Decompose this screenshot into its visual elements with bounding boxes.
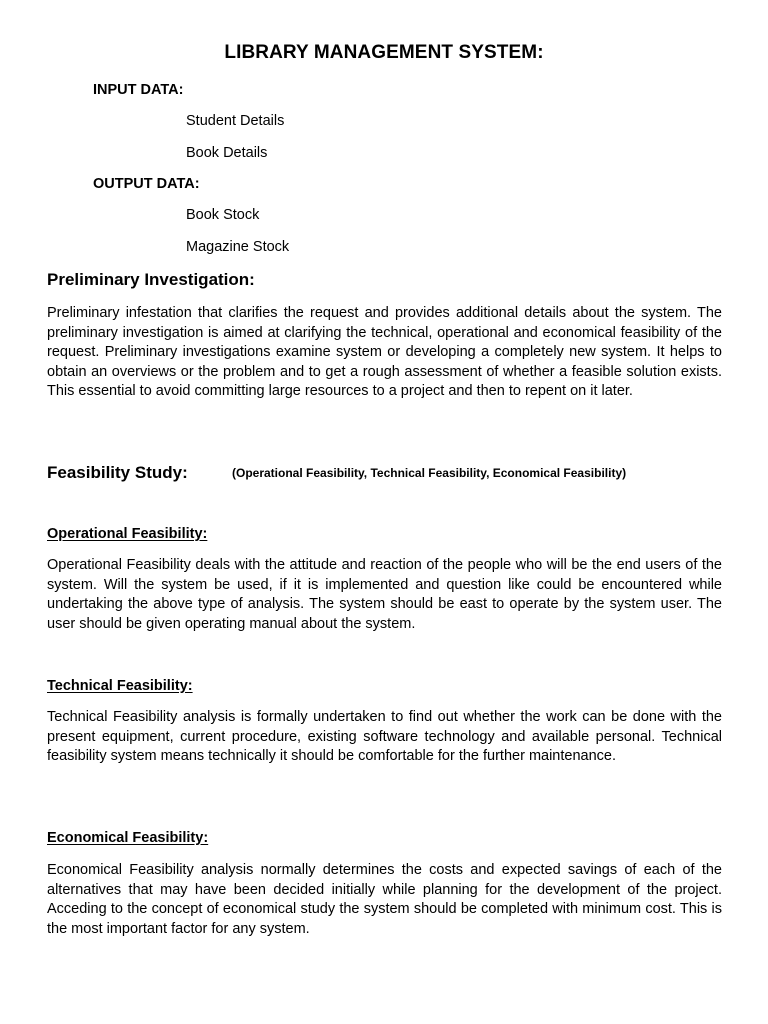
output-data-label: OUTPUT DATA: — [93, 176, 200, 192]
input-item-student-details: Student Details — [186, 113, 285, 129]
output-item-magazine-stock: Magazine Stock — [186, 239, 290, 255]
operational-heading: Operational Feasibility: — [47, 526, 208, 542]
feasibility-heading: Feasibility Study: — [47, 463, 188, 482]
input-data-label: INPUT DATA: — [93, 82, 184, 98]
technical-heading: Technical Feasibility: — [47, 678, 193, 694]
operational-paragraph: Operational Feasibility deals with the attitude and reaction of the people who will be the end users of the system. Will the system be used, if it is implemented and question like could be encountered while undertaking the above type of analysis. The system should be east to operate by the system user. The user should be given operating manual about the system. — [47, 557, 722, 632]
input-item-book-details: Book Details — [186, 145, 268, 161]
preliminary-paragraph: Preliminary infestation that clarifies the request and provides additional details about the system. The preliminary investigation is aimed at clarifying the technical, operational and economical feasibility of the request. Preliminary investigations examine system or developing a completely new system. It helps to obtain an overviews or the problem and to get a rough assessment of whether a feasible solution exists. This essential to avoid committing large resources to a project and then to repent on it later. — [47, 305, 722, 399]
economical-paragraph: Economical Feasibility analysis normally determines the costs and expected savings of each of the alternatives that may have been decided initially while planning for the development of the project. Acceding to the concept of economical study the system should be completed with minimum cost. This is the most important factor for any system. — [47, 862, 722, 937]
output-item-book-stock: Book Stock — [186, 207, 260, 223]
feasibility-subheading: (Operational Feasibility, Technical Feasibility, Economical Feasibility) — [232, 466, 627, 480]
technical-paragraph: Technical Feasibility analysis is formally undertaken to find out whether the work can be done with the present equipment, current procedure, existing software technology and available personal. Technical feasibility system means technically it should be comfortable for the further maintenance. — [47, 709, 722, 764]
economical-heading: Economical Feasibility: — [47, 830, 209, 846]
document-title: LIBRARY MANAGEMENT SYSTEM: — [224, 42, 544, 63]
preliminary-heading: Preliminary Investigation: — [47, 270, 255, 289]
